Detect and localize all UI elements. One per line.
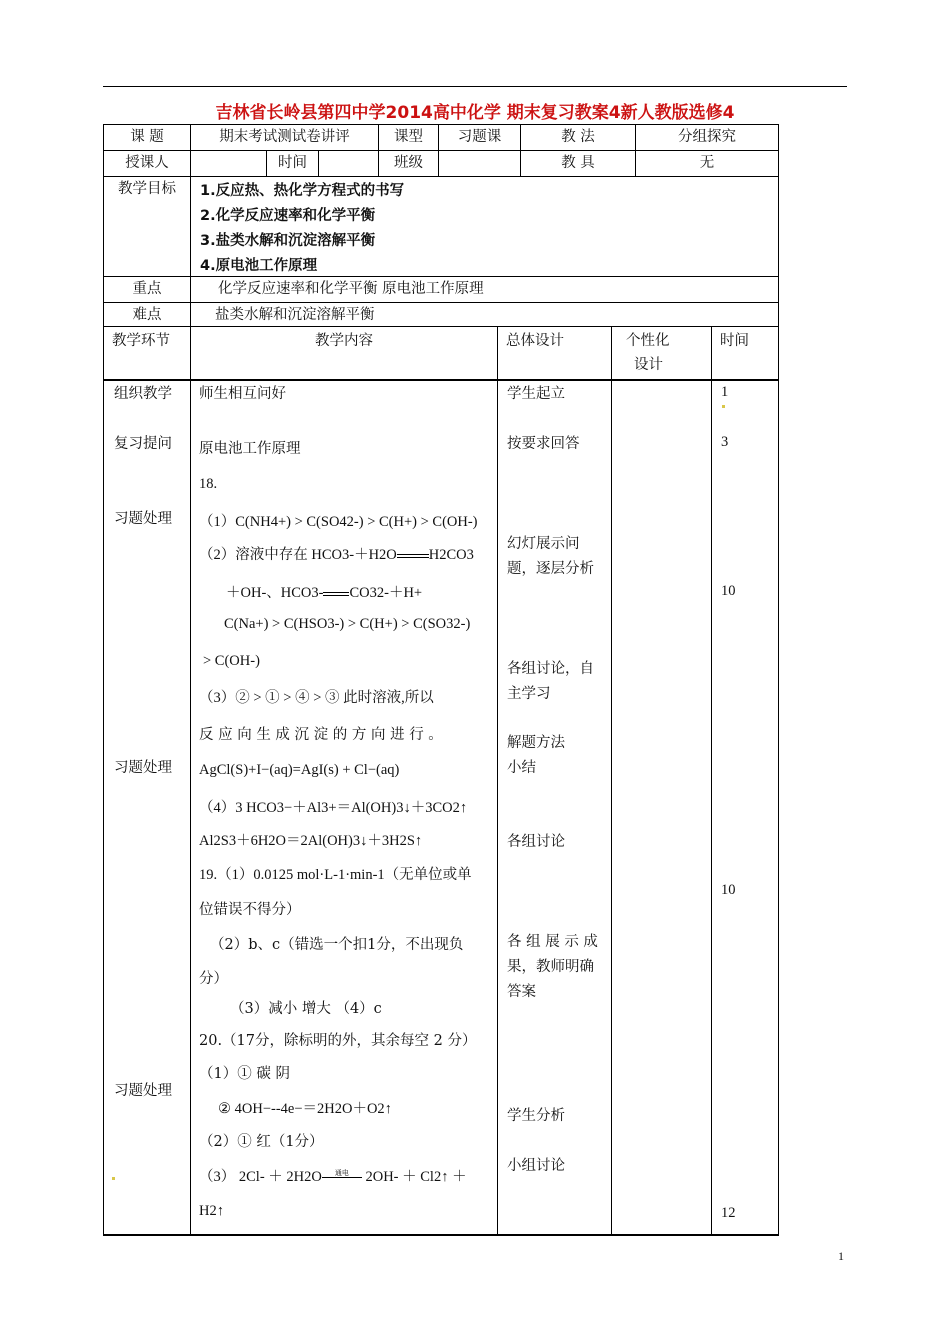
content-line: （4）3 HCO3−＋Al3+＝Al(OH)3↓＋3CO2↑ [199, 800, 468, 816]
personal-column [611, 380, 711, 1235]
design-note: 学生分析 [507, 1108, 565, 1124]
key-label: 重点 [103, 276, 190, 303]
content-fragment: H2CO3 [428, 547, 474, 563]
margin-mark [722, 405, 725, 408]
design-note: 题，逐层分析 [507, 561, 594, 577]
content-fragment: ＋OH-、HCO3- [226, 585, 324, 601]
design-note: 各 组 展 示 成 [507, 934, 598, 950]
content-line: ② 4OH−--4e−＝2H2O＋O2↑ [218, 1101, 392, 1117]
time-value: 3 [721, 434, 729, 450]
stage-label: 习题处理 [114, 511, 172, 527]
content-line: 19.（1）0.0125 mol·L-1·min-1（无单位或单 [199, 867, 472, 883]
design-note: 各组讨论 [507, 834, 565, 850]
content-line: AgCl(S)+I−(aq)=AgI(s) + Cl−(aq) [199, 762, 400, 778]
cell-topic-label: 课 题 [103, 124, 190, 151]
content-line [226, 581, 422, 602]
goal-item: 2.化学反应速率和化学平衡 [200, 208, 376, 224]
design-note: 解题方法 [507, 735, 565, 751]
stage-label: 组织教学 [114, 386, 172, 402]
margin-mark [112, 1177, 115, 1180]
content-line: （2）b、c（错选一个扣1分，不出现负 [210, 937, 464, 953]
content-line: C(Na+) > C(HSO3-) > C(H+) > C(SO32-) [224, 616, 471, 632]
cell-teacher-label: 授课人 [103, 150, 190, 177]
header-rule [103, 86, 847, 87]
cell-type-value: 习题课 [438, 124, 520, 151]
design-note: 答案 [507, 984, 536, 1000]
cell-time-label: 时间 [266, 150, 318, 177]
design-note: 小组讨论 [507, 1158, 565, 1174]
time-value: 1 [721, 384, 729, 400]
col-personal-line2: 设计 [634, 357, 663, 373]
content-line: （2）① 红（1分） [199, 1134, 324, 1150]
goals-label: 教学目标 [103, 176, 190, 277]
content-line: Al2S3＋6H2O＝2Al(OH)3↓＋3H2S↑ [199, 833, 423, 849]
time-value: 10 [721, 882, 736, 898]
content-line: 位错误不得分） [199, 902, 301, 918]
col-design-header: 总体设计 [497, 326, 611, 380]
content-fragment: 2OH- ＋ Cl2↑ ＋ [365, 1169, 467, 1185]
document-title: 吉林省长岭县第四中学2014高中化学 期末复习教案4新人教版选修4 [215, 103, 735, 123]
cell-tools-label: 教 具 [520, 150, 635, 177]
design-note: 主学习 [507, 686, 551, 702]
content-line [199, 543, 474, 564]
time-value: 12 [721, 1205, 736, 1221]
cell-tools-value: 无 [635, 150, 779, 177]
goal-item: 3.盐类水解和沉淀溶解平衡 [200, 233, 376, 249]
difficult-label: 难点 [103, 302, 190, 327]
time-column [711, 380, 779, 1235]
key-text: 化学反应速率和化学平衡 原电池工作原理 [190, 276, 779, 303]
cell-teacher-value [190, 150, 266, 177]
content-line: > C(OH-) [203, 653, 260, 669]
design-note: 果，教师明确 [507, 959, 594, 975]
design-note: 按要求回答 [507, 436, 580, 452]
equilibrium-arrow-icon [323, 590, 349, 598]
content-line: H2↑ [199, 1203, 224, 1219]
cell-class-value [438, 150, 520, 177]
goal-item: 1.反应热、热化学方程式的书写 [200, 183, 405, 199]
content-fragment: CO32-＋H+ [349, 585, 423, 601]
cell-time-value [318, 150, 378, 177]
cell-type-label: 课型 [378, 124, 438, 151]
design-note: 小结 [507, 760, 536, 776]
col-personal-header [611, 326, 711, 380]
content-fragment: （2）溶液中存在 HCO3-＋H2O [199, 547, 397, 563]
col-stage-header: 教学环节 [103, 326, 190, 380]
goals-list [190, 176, 779, 277]
cell-topic-value: 期末考试测试卷讲评 [190, 124, 378, 151]
stage-label: 习题处理 [114, 1083, 172, 1099]
content-fragment: （3） 2Cl- ＋ 2H2O [199, 1169, 322, 1185]
table-bottom-rule [103, 1234, 779, 1236]
difficult-text: 盐类水解和沉淀溶解平衡 [190, 302, 779, 327]
col-personal-line1: 个性化 [626, 333, 670, 349]
content-line: （1）C(NH4+) > C(SO42-) > C(H+) > C(OH-) [199, 514, 478, 530]
content-line: 师生相互问好 [199, 386, 286, 402]
content-line: （3）减小 增大 （4）c [230, 1001, 382, 1017]
content-line [199, 1165, 467, 1186]
content-line: 18. [199, 476, 218, 492]
electrolysis-arrow: 通电 [322, 1169, 362, 1178]
col-content-header: 教学内容 [190, 326, 497, 380]
stage-label: 复习提问 [114, 436, 172, 452]
cell-class-label: 班级 [378, 150, 438, 177]
page-number: 1 [838, 1249, 844, 1263]
design-note: 各组讨论，自 [507, 661, 594, 677]
content-line: 反 应 向 生 成 沉 淀 的 方 向 进 行 。 [199, 727, 443, 743]
design-note: 幻灯展示问 [507, 536, 580, 552]
content-line: 原电池工作原理 [199, 441, 301, 457]
design-note: 学生起立 [507, 386, 565, 402]
content-line: 20.（17分，除标明的外，其余每空 2 分） [199, 1033, 477, 1049]
time-value: 10 [721, 583, 736, 599]
content-line: （1）① 碳 阴 [199, 1066, 290, 1082]
stage-label: 习题处理 [114, 760, 172, 776]
content-line: （3）② > ① > ④ > ③ 此时溶液,所以 [199, 690, 434, 706]
col-time-header: 时间 [711, 326, 779, 380]
goal-item: 4.原电池工作原理 [200, 258, 318, 274]
cell-method-label: 教 法 [520, 124, 635, 151]
content-line: 分） [199, 971, 228, 987]
cell-method-value: 分组探究 [635, 124, 779, 151]
equilibrium-arrow-icon [397, 552, 429, 560]
